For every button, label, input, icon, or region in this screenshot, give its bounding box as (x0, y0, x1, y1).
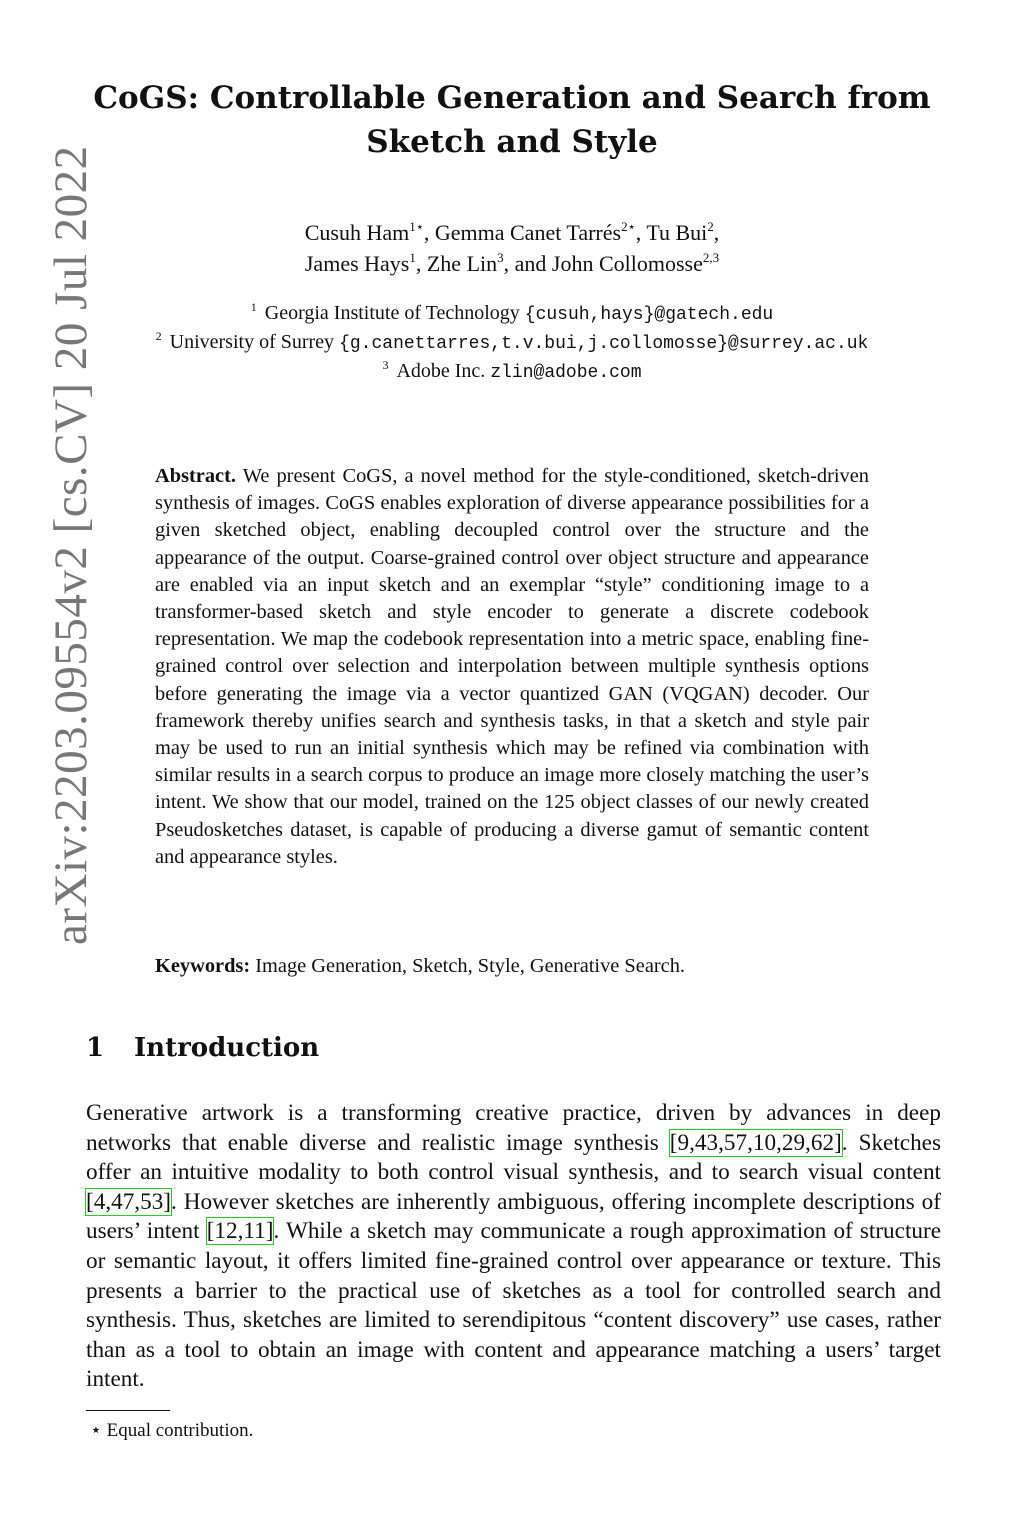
intro-text: . While a sketch may communicate a rough approximation of structure or semantic layout, it offers limited fine-grained control over appearance or texture. This presents a barrier to the practical use of sketches as a tool for controlled search and synthesis. Thus, sketches are limited to serendipitous “content discovery” use cases, rather than as a tool to obtain an image with content and appearance matching a users’ target intent. (86, 1218, 941, 1393)
citation-link[interactable]: [12,11] (206, 1218, 274, 1245)
author-name: James Hays (304, 251, 410, 276)
title-line-2: Sketch and Style (366, 124, 658, 160)
author-sup: 1⋆ (409, 219, 424, 234)
citation-link[interactable]: [9,43,57,10,29,62] (669, 1129, 842, 1156)
author-name: and John Collomosse (514, 251, 703, 276)
intro-text: Generative artwork is a transforming creative practice, driven by advances in deep networks that enable diverse and realistic image synthesis (86, 1100, 941, 1156)
intro-text: . However sketches are inherently ambiguous, offering incomplete descriptions of users’ intent (86, 1188, 941, 1245)
keywords-label: Keywords: (155, 955, 251, 977)
affiliations (60, 300, 964, 387)
keywords-text: Image Generation, Sketch, Style, Generative Search. (255, 955, 686, 977)
author-line-1: Cusuh Ham$^{1⋆}$, Gemma Canet Tarrés$^{2⋆}$, Tu Bui$^2$, (304, 219, 720, 245)
affiliation-name: Adobe Inc. (396, 360, 486, 382)
affiliation-3 (60, 358, 964, 387)
author-line-2: James Hays$^1$, Zhe Lin$^3$, and John Collomosse$^{2,3}$ (304, 250, 720, 276)
abstract-text: We present CoGS, a novel method for the style-conditioned, sketch-driven synthesis of images. CoGS enables exploration of diverse appearance possibilities for a given sketched object, enabling decoupled control over the structure and the appearance of the output. Coarse-grained control over object structure and appearance are enabled via an input sketch and an exemplar “style” conditioning image to a transformer-based sketch and style encoder to generate a discrete codebook representation. We map the codebook representation into a metric space, enabling fine-grained control over selection and interpolation between multiple synthesis options before generating the image via a vector quantized GAN (VQGAN) decoder. Our framework thereby unifies search and synthesis tasks, in that a sketch and style pair may be used to run an initial synthesis which may be refined via combination with similar results in a search corpus to produce an image more closely matching the user’s intent. We show that our model, trained on the 125 object classes of our newly created Pseudosketches dataset, is capable of producing a diverse gamut of semantic content and appearance styles. (155, 465, 869, 868)
author-name: Zhe Lin (426, 251, 498, 276)
title-line-1: CoGS: Controllable Generation and Search from (93, 80, 931, 116)
author-list (110, 217, 914, 279)
affiliation-1 (60, 300, 964, 329)
author-name: Gemma Canet Tarrés (434, 220, 622, 245)
footnote-text: Equal contribution. (106, 1420, 254, 1441)
author-sup: 2 (707, 219, 714, 234)
keywords (155, 953, 869, 980)
affiliation-number: 3 (382, 358, 389, 372)
author-sup: 1 (409, 250, 416, 265)
abstract (155, 463, 869, 871)
citation-link[interactable]: [4,47,53] (86, 1188, 172, 1215)
affiliation-number: 2 (155, 329, 162, 343)
section-number: 1 (86, 1033, 105, 1063)
abstract-label: Abstract. (155, 465, 236, 487)
footnote (90, 1418, 253, 1444)
affiliation-email: zlin@adobe.com (490, 363, 642, 383)
paper-title (80, 76, 944, 164)
author-name: Cusuh Ham (304, 220, 410, 245)
intro-text: . Sketches offer an intuitive modality to both control visual synthesis, and to search visual content (86, 1129, 941, 1186)
affiliation-number: 1 (250, 300, 257, 314)
section-title: Introduction (134, 1033, 320, 1063)
affiliation-name: University of Surrey (169, 331, 335, 353)
author-name: Tu Bui (646, 220, 708, 245)
section-heading (86, 1030, 319, 1066)
affiliation-2 (60, 329, 964, 358)
author-sup: 2⋆ (621, 219, 636, 234)
author-sup: 3 (497, 250, 504, 265)
introduction-paragraph (86, 1099, 941, 1395)
footnote-mark: ⋆ (90, 1420, 102, 1441)
affiliation-email: {g.canettarres,t.v.bui,j.collomosse}@surrey.ac.uk (339, 334, 869, 354)
footnote-rule (86, 1410, 170, 1411)
arxiv-identifier[interactable]: arXiv:2203.09554v2 [cs.CV] 20 Jul 2022 (45, 145, 97, 945)
author-sup: 2,3 (702, 250, 720, 265)
affiliation-name: Georgia Institute of Technology (264, 302, 520, 324)
affiliation-email: {cusuh,hays}@gatech.edu (524, 305, 774, 325)
